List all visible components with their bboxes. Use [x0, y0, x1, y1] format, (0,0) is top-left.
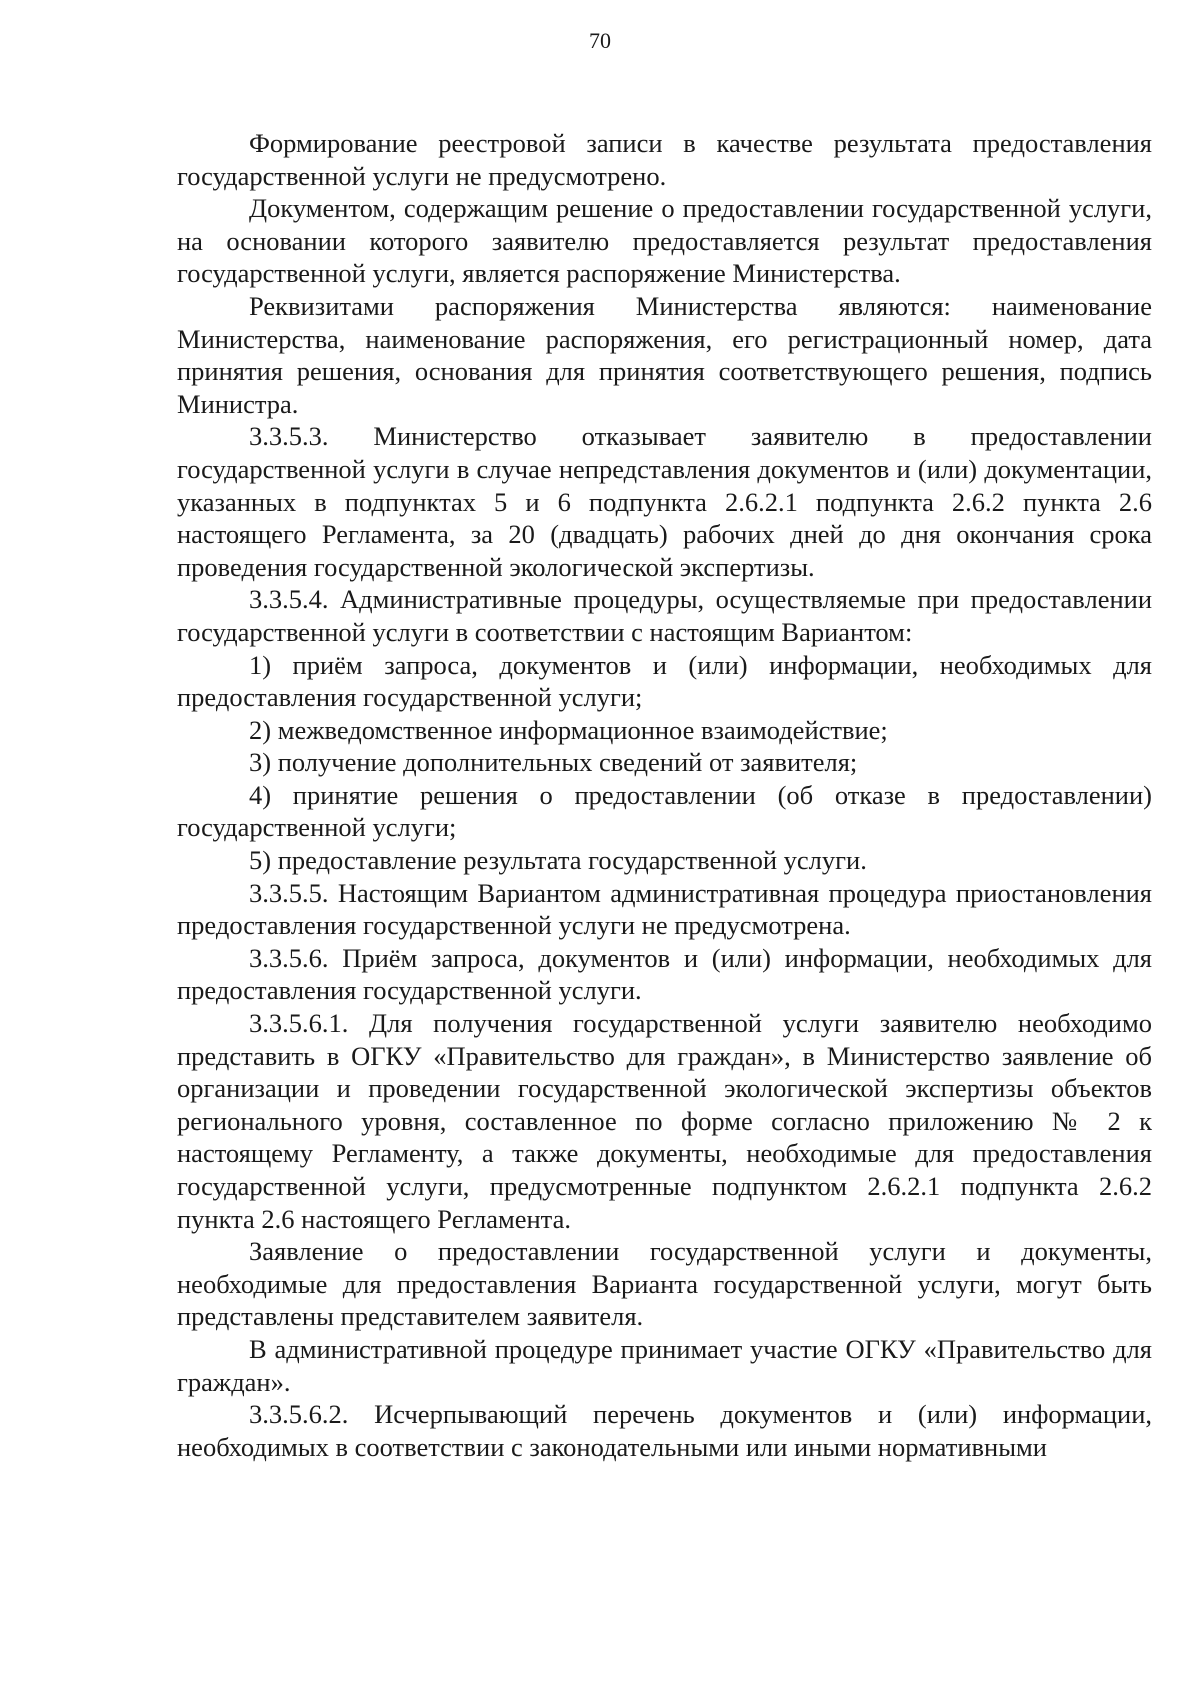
paragraph-participation: В административной процедуре принимает участие ОГКУ «Правительство для граждан».: [177, 1333, 1152, 1397]
paragraph-decision-document: Документом, содержащим решение о предоставлении государственной услуги, на основании которого заявителю предоставляется результат предоставления государственной услуги, является распоряжение Министерства.: [177, 193, 1152, 289]
paragraph-registry-record: Формирование реестровой записи в качестве результата предоставления государственной услуги не предусмотрено.: [177, 128, 1152, 191]
paragraph-representative: Заявление о предоставлении государственной услуги и документы, необходимые для предоставления Варианта государственной услуги, могут быть представлены представителем заявителя.: [177, 1236, 1152, 1332]
paragraph-3-3-5-3: 3.3.5.3. Министерство отказывает заявителю в предоставлении государственной услуги в случае непредставления документов и (или) документации, указанных в подпунктах 5 и 6 подпункта 2.6.2.1 подпункта 2.6.2 пункта 2.6 настоящего Регламента, за 20 (двадцать) рабочих дней до дня окончания срока проведения государственной экологической экспертизы.: [177, 421, 1152, 582]
paragraph-order-requisites: Реквизитами распоряжения Министерства являются: наименование Министерства, наименование распоряжения, его регистрационный номер, дата принятия решения, основания для принятия соответствующего решения, подпись Министра.: [177, 290, 1152, 419]
list-item-3: 3) получение дополнительных сведений от заявителя;: [249, 747, 858, 778]
paragraph-3-3-5-6: 3.3.5.6. Приём запроса, документов и (или) информации, необходимых для предоставления государственной услуги.: [177, 942, 1152, 1006]
list-item-2: 2) межведомственное информационное взаимодействие;: [249, 714, 888, 745]
list-item-1: 1) приём запроса, документов и (или) информации, необходимых для предоставления государственной услуги;: [177, 649, 1152, 713]
paragraph-3-3-5-6-1: 3.3.5.6.1. Для получения государственной услуги заявителю необходимо представить в ОГКУ «Правительство для граждан», в Министерство заявление об организации и проведении государственной экологической экспертизы объектов регионального уровня, составленное по форме согласно приложению № 2 к настоящему Регламенту, а также документы, необходимые для предоставления государственной услуги, предусмотренные подпунктом 2.6.2.1 подпункта 2.6.2 пункта 2.6 настоящего Регламента.: [177, 1008, 1152, 1234]
paragraph-3-3-5-4: 3.3.5.4. Административные процедуры, осуществляемые при предоставлении государственной услуги в соответствии с настоящим Вариантом:: [177, 584, 1152, 647]
paragraph-3-3-5-6-2: 3.3.5.6.2. Исчерпывающий перечень документов и (или) информации, необходимых в соответствии с законодательными или иными нормативными: [177, 1399, 1152, 1462]
page-number: 70: [589, 28, 611, 53]
paragraph-3-3-5-5: 3.3.5.5. Настоящим Вариантом административная процедура приостановления предоставления государственной услуги не предусмотрена.: [177, 877, 1152, 941]
list-item-5: 5) предоставление результата государственной услуги.: [249, 845, 867, 876]
list-item-4: 4) принятие решения о предоставлении (об отказе в предоставлении) государственной услуги;: [177, 779, 1152, 843]
document-body: [177, 127, 1152, 1463]
